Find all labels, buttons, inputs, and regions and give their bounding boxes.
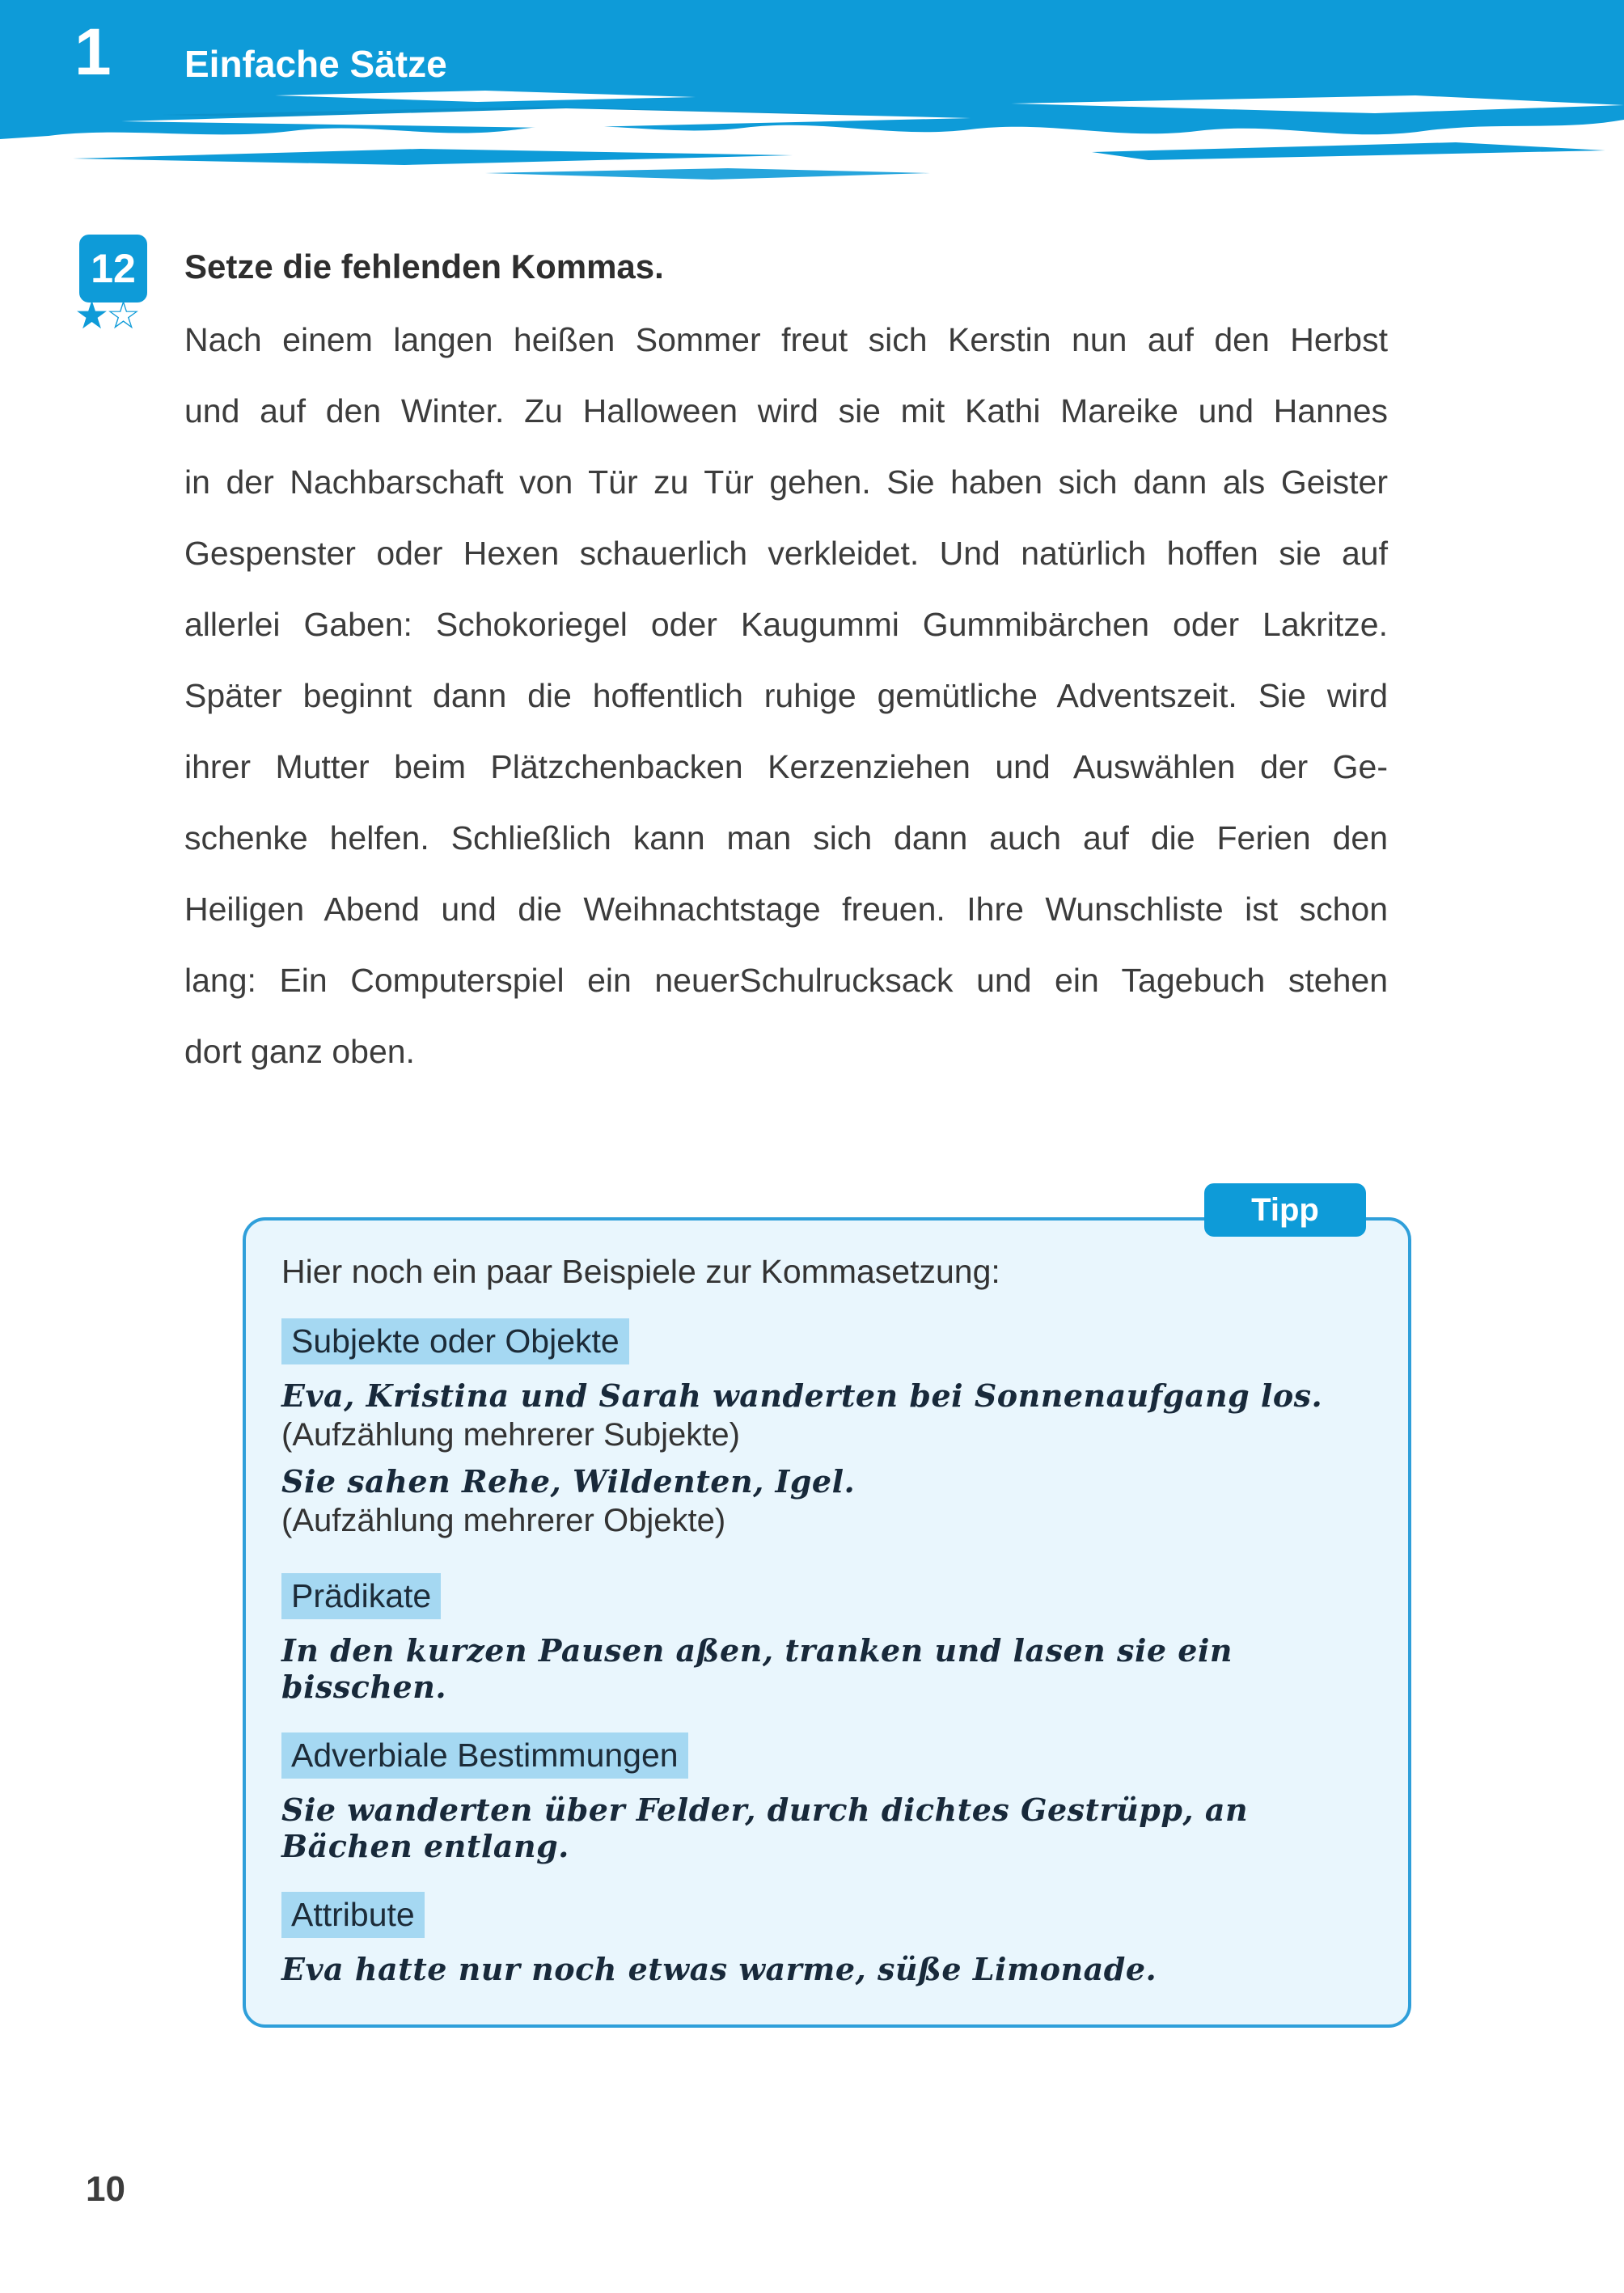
paragraph-line: lang: Ein Computerspiel ein neuerSchulrucksack und ein Tagebuch stehen — [184, 962, 1388, 999]
tip-example: In den kurzen Pausen aßen, tranken und lasen sie ein bisschen. — [281, 1632, 1233, 1705]
tip-example: Sie wanderten über Felder, durch dichtes Gestrüpp, an Bächen entlang. — [281, 1792, 1249, 1864]
tip-example-note: (Aufzählung mehrerer Subjekte) — [281, 1417, 740, 1453]
paragraph-line: und auf den Winter. Zu Halloween wird sie mit Kathi Mareike und Hannes — [184, 392, 1388, 429]
task-title: Setze die fehlenden Kommas. — [184, 247, 664, 286]
chapter-title: Einfache Sätze — [184, 43, 447, 85]
header-brush-stroke-icon — [0, 0, 1624, 198]
tip-section-label: Adverbiale Bestimmungen — [281, 1732, 688, 1779]
paragraph-line: Später beginnt dann die hoffentlich ruhige gemütliche Adventszeit. Sie wird — [184, 677, 1388, 714]
tip-section-label: Subjekte oder Objekte — [281, 1318, 629, 1364]
paragraph-line: dort ganz oben. — [184, 1033, 415, 1070]
star-outline-icon: ☆ — [106, 294, 138, 337]
paragraph-line: Gespenster oder Hexen schauerlich verkleidet. Und natürlich hoffen sie auf — [184, 535, 1388, 572]
tip-intro: Hier noch ein paar Beispiele zur Kommasetzung: — [281, 1253, 1000, 1290]
exercise-number-badge: 12 — [79, 235, 147, 302]
tip-box — [243, 1191, 1411, 2028]
page-number: 10 — [86, 2169, 125, 2209]
tip-section-label: Prädikate — [281, 1573, 441, 1619]
tip-section-label: Attribute — [281, 1892, 425, 1938]
tip-example: Sie sahen Rehe, Wildenten, Igel. — [281, 1463, 856, 1500]
paragraph-line: schenke helfen. Schließlich kann man sich dann auch auf die Ferien den — [184, 819, 1388, 857]
paragraph-line: allerlei Gaben: Schokoriegel oder Kaugummi Gummibärchen oder Lakritze. — [184, 606, 1388, 643]
tip-example: Eva hatte nur noch etwas warme, süße Limonade. — [281, 1951, 1157, 1987]
star-filled-icon: ★ — [74, 294, 107, 337]
difficulty-stars — [74, 293, 137, 338]
paragraph-line: in der Nachbarschaft von Tür zu Tür gehen. Sie haben sich dann als Geister — [184, 463, 1388, 501]
paragraph-line: Heiligen Abend und die Weihnachtstage freuen. Ihre Wunschliste ist schon — [184, 891, 1388, 928]
paragraph-line: Nach einem langen heißen Sommer freut sich Kerstin nun auf den Herbst — [184, 321, 1388, 358]
chapter-header — [0, 0, 1624, 198]
tip-tab: Tipp — [1204, 1183, 1366, 1237]
tip-example-note: (Aufzählung mehrerer Objekte) — [281, 1503, 726, 1538]
tip-example: Eva, Kristina und Sarah wanderten bei Sonnenaufgang los. — [281, 1377, 1323, 1414]
exercise-paragraph — [184, 304, 1388, 1087]
paragraph-line: ihrer Mutter beim Plätzchenbacken Kerzenziehen und Auswählen der Ge- — [184, 748, 1388, 785]
chapter-number: 1 — [74, 15, 110, 89]
